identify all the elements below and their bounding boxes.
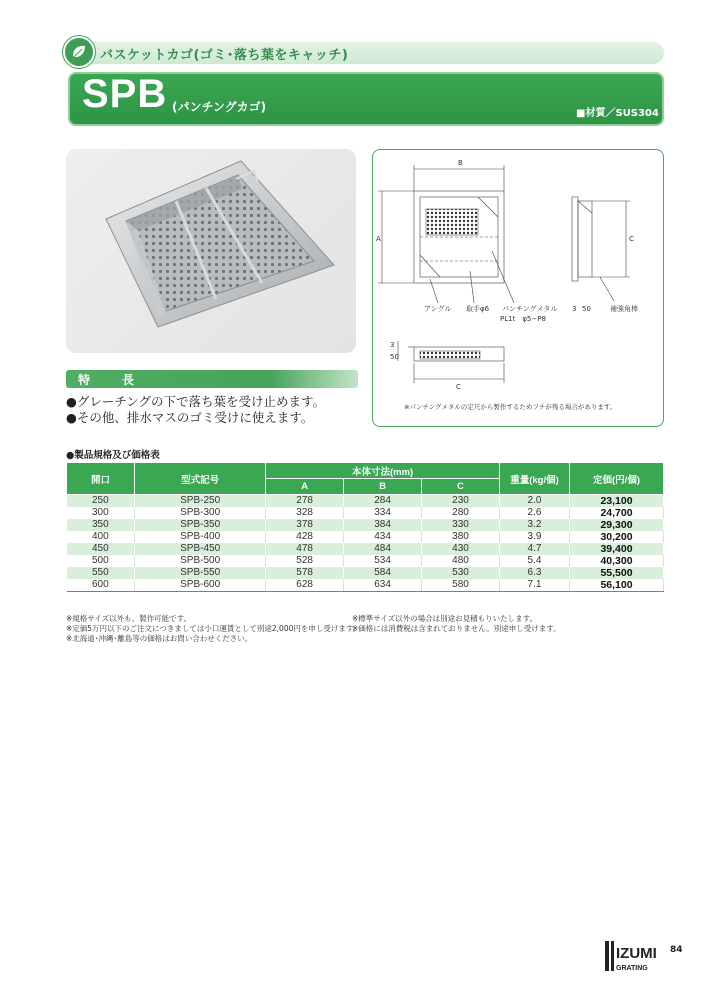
side-50-label: 50 — [582, 305, 591, 313]
table-row — [67, 531, 664, 543]
model-subtitle: (パンチングカゴ) — [172, 100, 267, 114]
logo-text-top: IZUMI — [616, 945, 657, 962]
cell-price: 24,700 — [570, 507, 664, 519]
features-title: 特 長 — [78, 373, 145, 387]
cell-model: SPB-550 — [135, 567, 266, 579]
col-price: 定価(円/個) — [570, 463, 664, 495]
cell-weight: 5.4 — [499, 555, 569, 567]
cell-a: 578 — [266, 567, 344, 579]
cell-price: 30,200 — [570, 531, 664, 543]
cell-a: 328 — [266, 507, 344, 519]
angle-label: アングル — [424, 305, 452, 313]
cell-c: 530 — [422, 567, 500, 579]
cell-a: 528 — [266, 555, 344, 567]
cell-b: 484 — [344, 543, 422, 555]
cell-a: 428 — [266, 531, 344, 543]
col-weight: 重量(kg/個) — [499, 463, 569, 495]
table-heading: ●製品規格及び価格表 — [66, 450, 160, 461]
page-number: 84 — [670, 945, 683, 955]
cell-b: 634 — [344, 579, 422, 592]
cell-a: 628 — [266, 579, 344, 592]
table-row — [67, 519, 664, 531]
col-a: A — [266, 479, 344, 495]
cell-model: SPB-250 — [135, 495, 266, 508]
table-row — [67, 567, 664, 579]
dim-3-label: 3 — [390, 341, 395, 349]
cell-c: 280 — [422, 507, 500, 519]
product-photo — [66, 149, 356, 353]
cell-opening: 550 — [67, 567, 135, 579]
rib-label: 補強角棒 — [610, 305, 638, 313]
cell-c: 330 — [422, 519, 500, 531]
cell-model: SPB-400 — [135, 531, 266, 543]
note-left-3: ※北海道･沖縄･離島等の価格はお問い合わせください。 — [66, 634, 253, 643]
cell-a: 278 — [266, 495, 344, 508]
cell-weight: 2.0 — [499, 495, 569, 508]
punching-label: パンチングメタル — [502, 305, 558, 313]
cell-model: SPB-450 — [135, 543, 266, 555]
cell-b: 384 — [344, 519, 422, 531]
cell-opening: 300 — [67, 507, 135, 519]
cell-price: 39,400 — [570, 543, 664, 555]
table-row — [67, 543, 664, 555]
col-c: C — [422, 479, 500, 495]
table-row — [67, 507, 664, 519]
dim-50-label: 50 — [390, 353, 399, 361]
leaf-glyph — [65, 38, 93, 66]
cell-price: 40,300 — [570, 555, 664, 567]
cell-c: 230 — [422, 495, 500, 508]
note-left-1: ※規格サイズ以外も、製作可能です。 — [66, 614, 192, 623]
cell-price: 56,100 — [570, 579, 664, 592]
cell-weight: 3.9 — [499, 531, 569, 543]
cell-c: 430 — [422, 543, 500, 555]
izumi-grating-logo — [605, 941, 657, 973]
cell-opening: 600 — [67, 579, 135, 592]
note-right-1: ※標準サイズ以外の場合は別途お見積もりいたします。 — [352, 614, 538, 623]
table-row — [67, 495, 664, 508]
cell-weight: 3.2 — [499, 519, 569, 531]
note-left-2: ※定価5万円以下のご注文につきましては小口運賃として別途2,000円を申し受けます。 — [66, 624, 361, 633]
feature-item-2: ●その他、排水マスのゴミ受けに使えます。 — [66, 410, 314, 425]
technical-drawing — [374, 151, 660, 423]
cell-weight: 7.1 — [499, 579, 569, 592]
punching-spec-label: PL1t φ5−P8 — [500, 315, 546, 323]
cell-weight: 4.7 — [499, 543, 569, 555]
cell-price: 29,300 — [570, 519, 664, 531]
spec-table — [66, 462, 664, 592]
cell-opening: 450 — [67, 543, 135, 555]
cell-c: 380 — [422, 531, 500, 543]
feature-item-1: ●グレーチングの下で落ち葉を受け止めます。 — [66, 394, 326, 409]
cell-c: 480 — [422, 555, 500, 567]
side-3-label: 3 — [572, 305, 577, 313]
cell-opening: 350 — [67, 519, 135, 531]
cell-model: SPB-500 — [135, 555, 266, 567]
cell-b: 284 — [344, 495, 422, 508]
cell-price: 23,100 — [570, 495, 664, 508]
model-code: SPB — [82, 72, 168, 116]
cell-a: 378 — [266, 519, 344, 531]
dim-c-bottom-label: C — [456, 383, 461, 391]
dim-a-label: A — [376, 235, 381, 243]
cell-b: 534 — [344, 555, 422, 567]
cell-model: SPB-300 — [135, 507, 266, 519]
cell-b: 434 — [344, 531, 422, 543]
table-row — [67, 579, 664, 592]
cell-opening: 250 — [67, 495, 135, 508]
dim-c-label: C — [629, 235, 634, 243]
dim-b-label: B — [458, 159, 463, 167]
cell-b: 584 — [344, 567, 422, 579]
col-model: 型式記号 — [135, 463, 266, 495]
cell-price: 55,500 — [570, 567, 664, 579]
col-opening: 開口 — [67, 463, 135, 495]
note-right-2: ※価格には消費税は含まれておりません。別途申し受けます。 — [352, 624, 561, 633]
cell-b: 334 — [344, 507, 422, 519]
col-dims: 本体寸法(mm) — [266, 463, 500, 479]
handle-label: 取手φ6 — [466, 305, 490, 313]
cell-opening: 400 — [67, 531, 135, 543]
cell-weight: 6.3 — [499, 567, 569, 579]
cell-opening: 500 — [67, 555, 135, 567]
leaf-icon — [63, 36, 95, 68]
material-spec: ■材質／SUS304 — [576, 108, 659, 119]
cell-model: SPB-350 — [135, 519, 266, 531]
col-b: B — [344, 479, 422, 495]
cell-weight: 2.6 — [499, 507, 569, 519]
logo-text-bottom: GRATING — [616, 965, 648, 972]
cell-c: 580 — [422, 579, 500, 592]
drawing-note: ※パンチングメタルの定尺から製作するためフチが残る場合があります。 — [404, 403, 617, 411]
table-row — [67, 555, 664, 567]
cell-model: SPB-600 — [135, 579, 266, 592]
cell-a: 478 — [266, 543, 344, 555]
category-title: バスケットカゴ(ゴミ･落ち葉をキャッチ) — [100, 48, 349, 63]
